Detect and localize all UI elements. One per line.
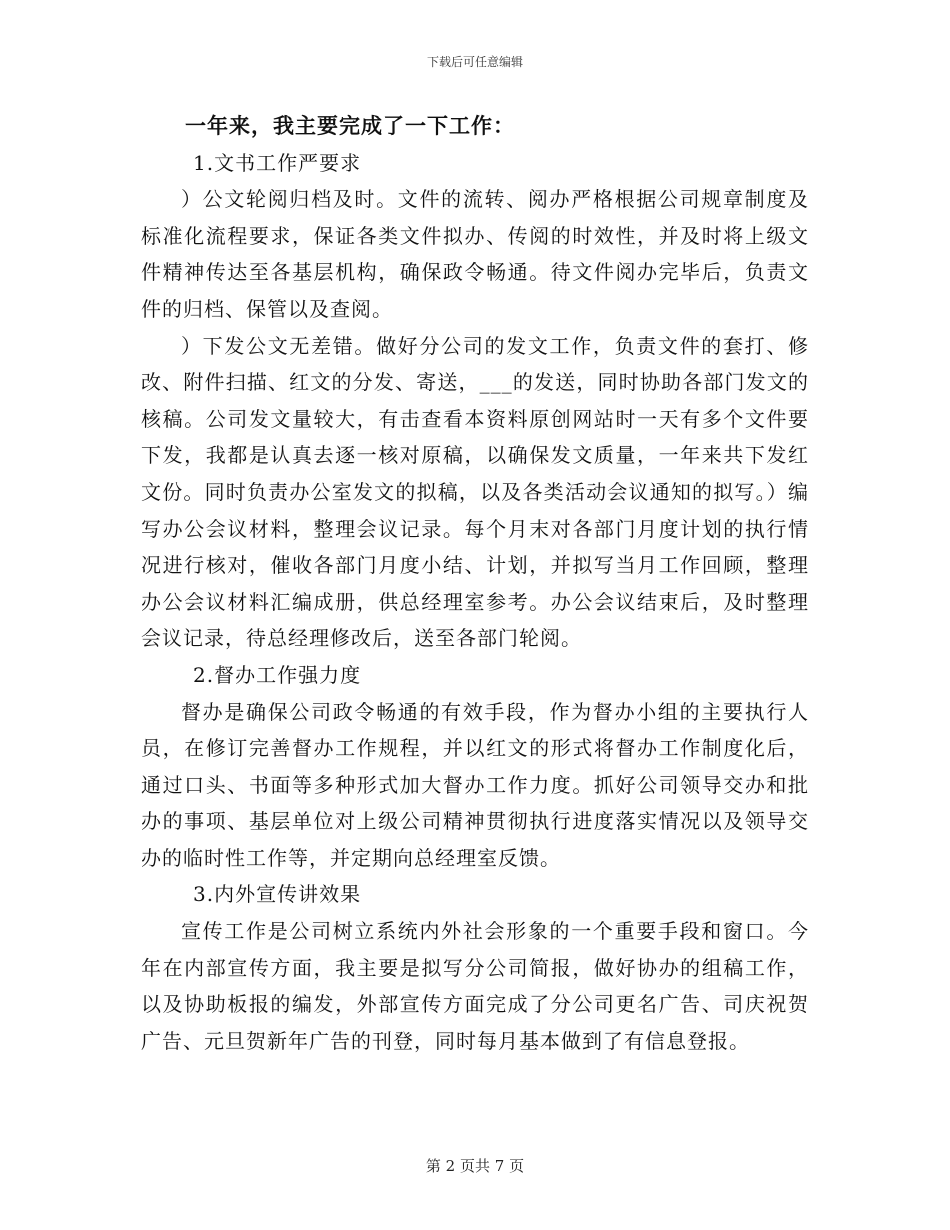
page-footer: 第 2 页共 7 页 [425,1157,525,1175]
paragraph-3-1: 宣传工作是公司树立系统内外社会形象的一个重要手段和窗口。今年在内部宣传方面，我主要是拟写分公司简报，做好协办的组稿工作，以及协助板报的编发，外部宣传方面完成了分公司更名广告、司庆祝贺广告、元旦贺新年广告的刊登，同时每月基本做到了有信息登报。 [141,919,809,1053]
paragraph-1-2: ）下发公文无差错。做好分公司的发文工作，负责文件的套打、修改、附件扫描、红文的分发、寄送，___的发送，同时协助各部门发文的核稿。公司发文量较大，有击查看本资料原创网站时一天有多个文件要下发，我都是认真去逐一核对原稿，以确保发文质量，一年来共下发红文份。同时负责办公室发文的拟稿，以及各类活动会议通知的拟写。）编写办公会议材料，整理会议记录。每个月末对各部门月度计划的执行情况进行核对，催收各部门月度小结、计划，并拟写当月工作回顾，整理办公会议材料汇编成册，供总经理室参考。办公会议结束后，及时整理会议记录，待总经理修改后，送至各部门轮阅。 [141,333,809,651]
document-body [141,108,809,1059]
section-title-2: 2.督办工作强力度 [193,662,362,687]
main-heading: 一年来，我主要完成了一下工作： [185,113,515,138]
paragraph-2-1: 督办是确保公司政令畅通的有效手段，作为督办小组的主要执行人员，在修订完善督办工作规程，并以红文的形式将督办工作制度化后，通过口头、书面等多种形式加大督办工作力度。抓好公司领导交办和批办的事项、基层单位对上级公司精神贯彻执行进度落实情况以及领导交办的临时性工作等，并定期向总经理室反馈。 [141,699,809,870]
section-title-1: 1.文书工作严要求 [193,150,362,175]
section-title-3: 3.内外宣传讲效果 [193,882,362,907]
paragraph-1-1: ）公文轮阅归档及时。文件的流转、阅办严格根据公司规章制度及标准化流程要求，保证各类文件拟办、传阅的时效性，并及时将上级文件精神传达至各基层机构，确保政令畅通。待文件阅办完毕后，负责文件的归档、保管以及查阅。 [141,187,809,321]
page-header: 下载后可任意编辑 [426,55,523,69]
